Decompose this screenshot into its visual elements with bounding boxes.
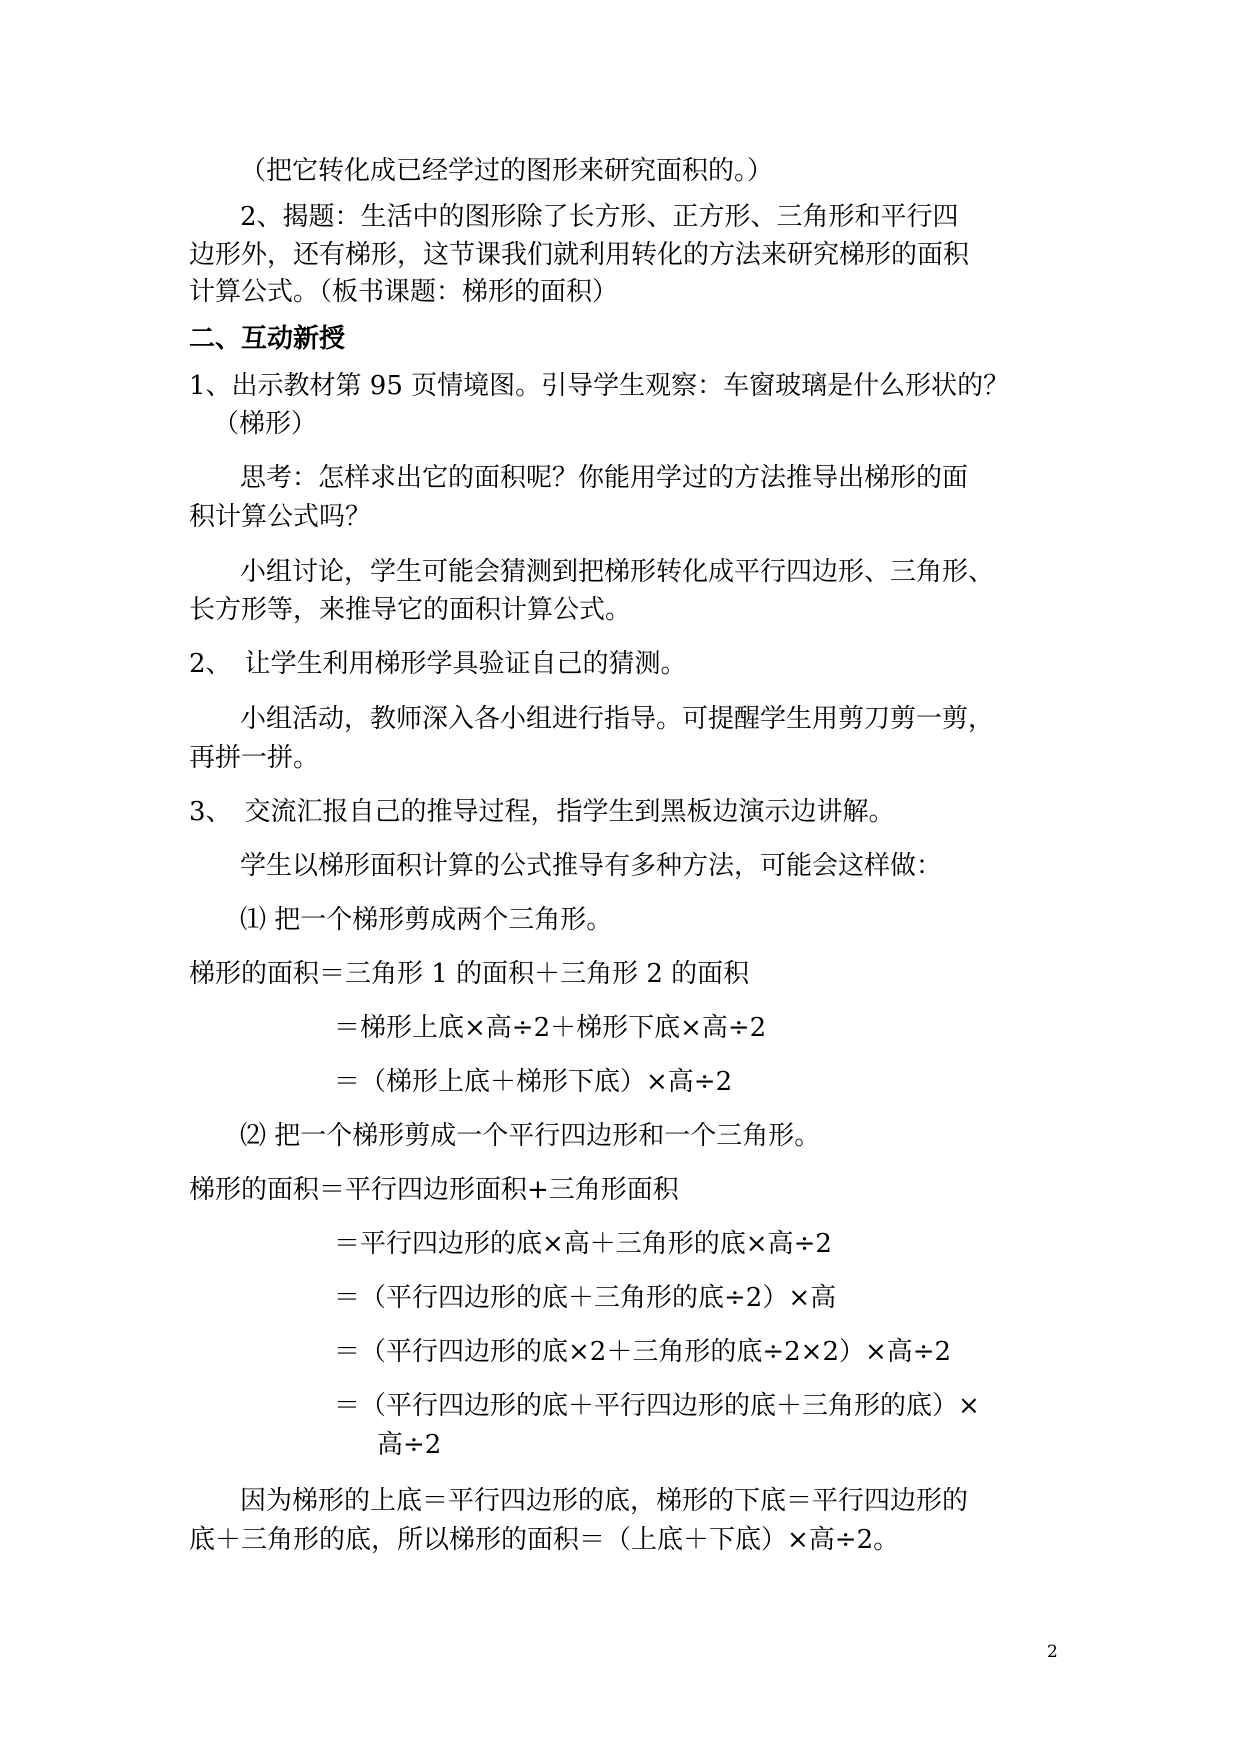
- paragraph-line: 积计算公式吗？: [189, 502, 372, 532]
- paragraph-line: 1、出示教材第 95 页情境图。引导学生观察：车窗玻璃是什么形状的？: [189, 371, 1010, 401]
- paragraph-line: 思考：怎样求出它的面积呢？你能用学过的方法推导出梯形的面: [240, 463, 969, 493]
- paragraph-line: 小组讨论，学生可能会猜测到把梯形转化成平行四边形、三角形、: [240, 557, 995, 587]
- section-heading: 二、互动新授: [189, 324, 346, 354]
- paragraph-line: 小组活动，教师深入各小组进行指导。可提醒学生用剪刀剪一剪，: [240, 704, 995, 734]
- paragraph-line: 再拼一拼。: [189, 743, 320, 773]
- formula-line: ＝（平行四边形的底＋三角形的底÷2）×高: [334, 1283, 837, 1313]
- paragraph-line: （梯形）: [213, 409, 318, 439]
- formula-line: ＝（平行四边形的底＋平行四边形的底＋三角形的底）×: [334, 1391, 980, 1421]
- paragraph-line: （把它转化成已经学过的图形来研究面积的。）: [240, 156, 774, 186]
- paragraph-line: 因为梯形的上底＝平行四边形的底，梯形的下底＝平行四边形的: [240, 1486, 969, 1516]
- paragraph-line: 学生以梯形面积计算的公式推导有多种方法，可能会这样做：: [240, 851, 943, 881]
- formula-line: ＝（平行四边形的底×2＋三角形的底÷2×2）×高÷2: [334, 1337, 952, 1367]
- formula-line: ＝梯形上底×高÷2＋梯形下底×高÷2: [334, 1013, 767, 1043]
- paragraph-line: 3、 交流汇报自己的推导过程，指学生到黑板边演示边讲解。: [189, 797, 895, 827]
- paragraph-line: 计算公式。（板书课题：梯形的面积）: [189, 277, 619, 307]
- paragraph-line: 2、揭题：生活中的图形除了长方形、正方形、三角形和平行四: [240, 202, 959, 232]
- formula-line: ＝（梯形上底＋梯形下底）×高÷2: [334, 1067, 733, 1097]
- paragraph-line: 2、 让学生利用梯形学具验证自己的猜测。: [189, 649, 687, 679]
- formula-line: 梯形的面积＝平行四边形面积+三角形面积: [189, 1175, 679, 1205]
- paragraph-line: 长方形等，来推导它的面积计算公式。: [189, 595, 632, 625]
- paragraph-line: 底＋三角形的底，所以梯形的面积＝（上底＋下底）×高÷2。: [189, 1525, 900, 1555]
- page-number: 2: [1047, 1642, 1058, 1662]
- paragraph-line: ⑵ 把一个梯形剪成一个平行四边形和一个三角形。: [240, 1121, 821, 1151]
- paragraph-line: ⑴ 把一个梯形剪成两个三角形。: [240, 905, 613, 935]
- formula-line: ＝平行四边形的底×高＋三角形的底×高÷2: [334, 1229, 832, 1259]
- paragraph-line: 边形外，还有梯形，这节课我们就利用转化的方法来研究梯形的面积: [189, 240, 970, 270]
- formula-line: 高÷2: [377, 1430, 442, 1460]
- formula-line: 梯形的面积＝三角形 1 的面积＋三角形 2 的面积: [189, 959, 750, 989]
